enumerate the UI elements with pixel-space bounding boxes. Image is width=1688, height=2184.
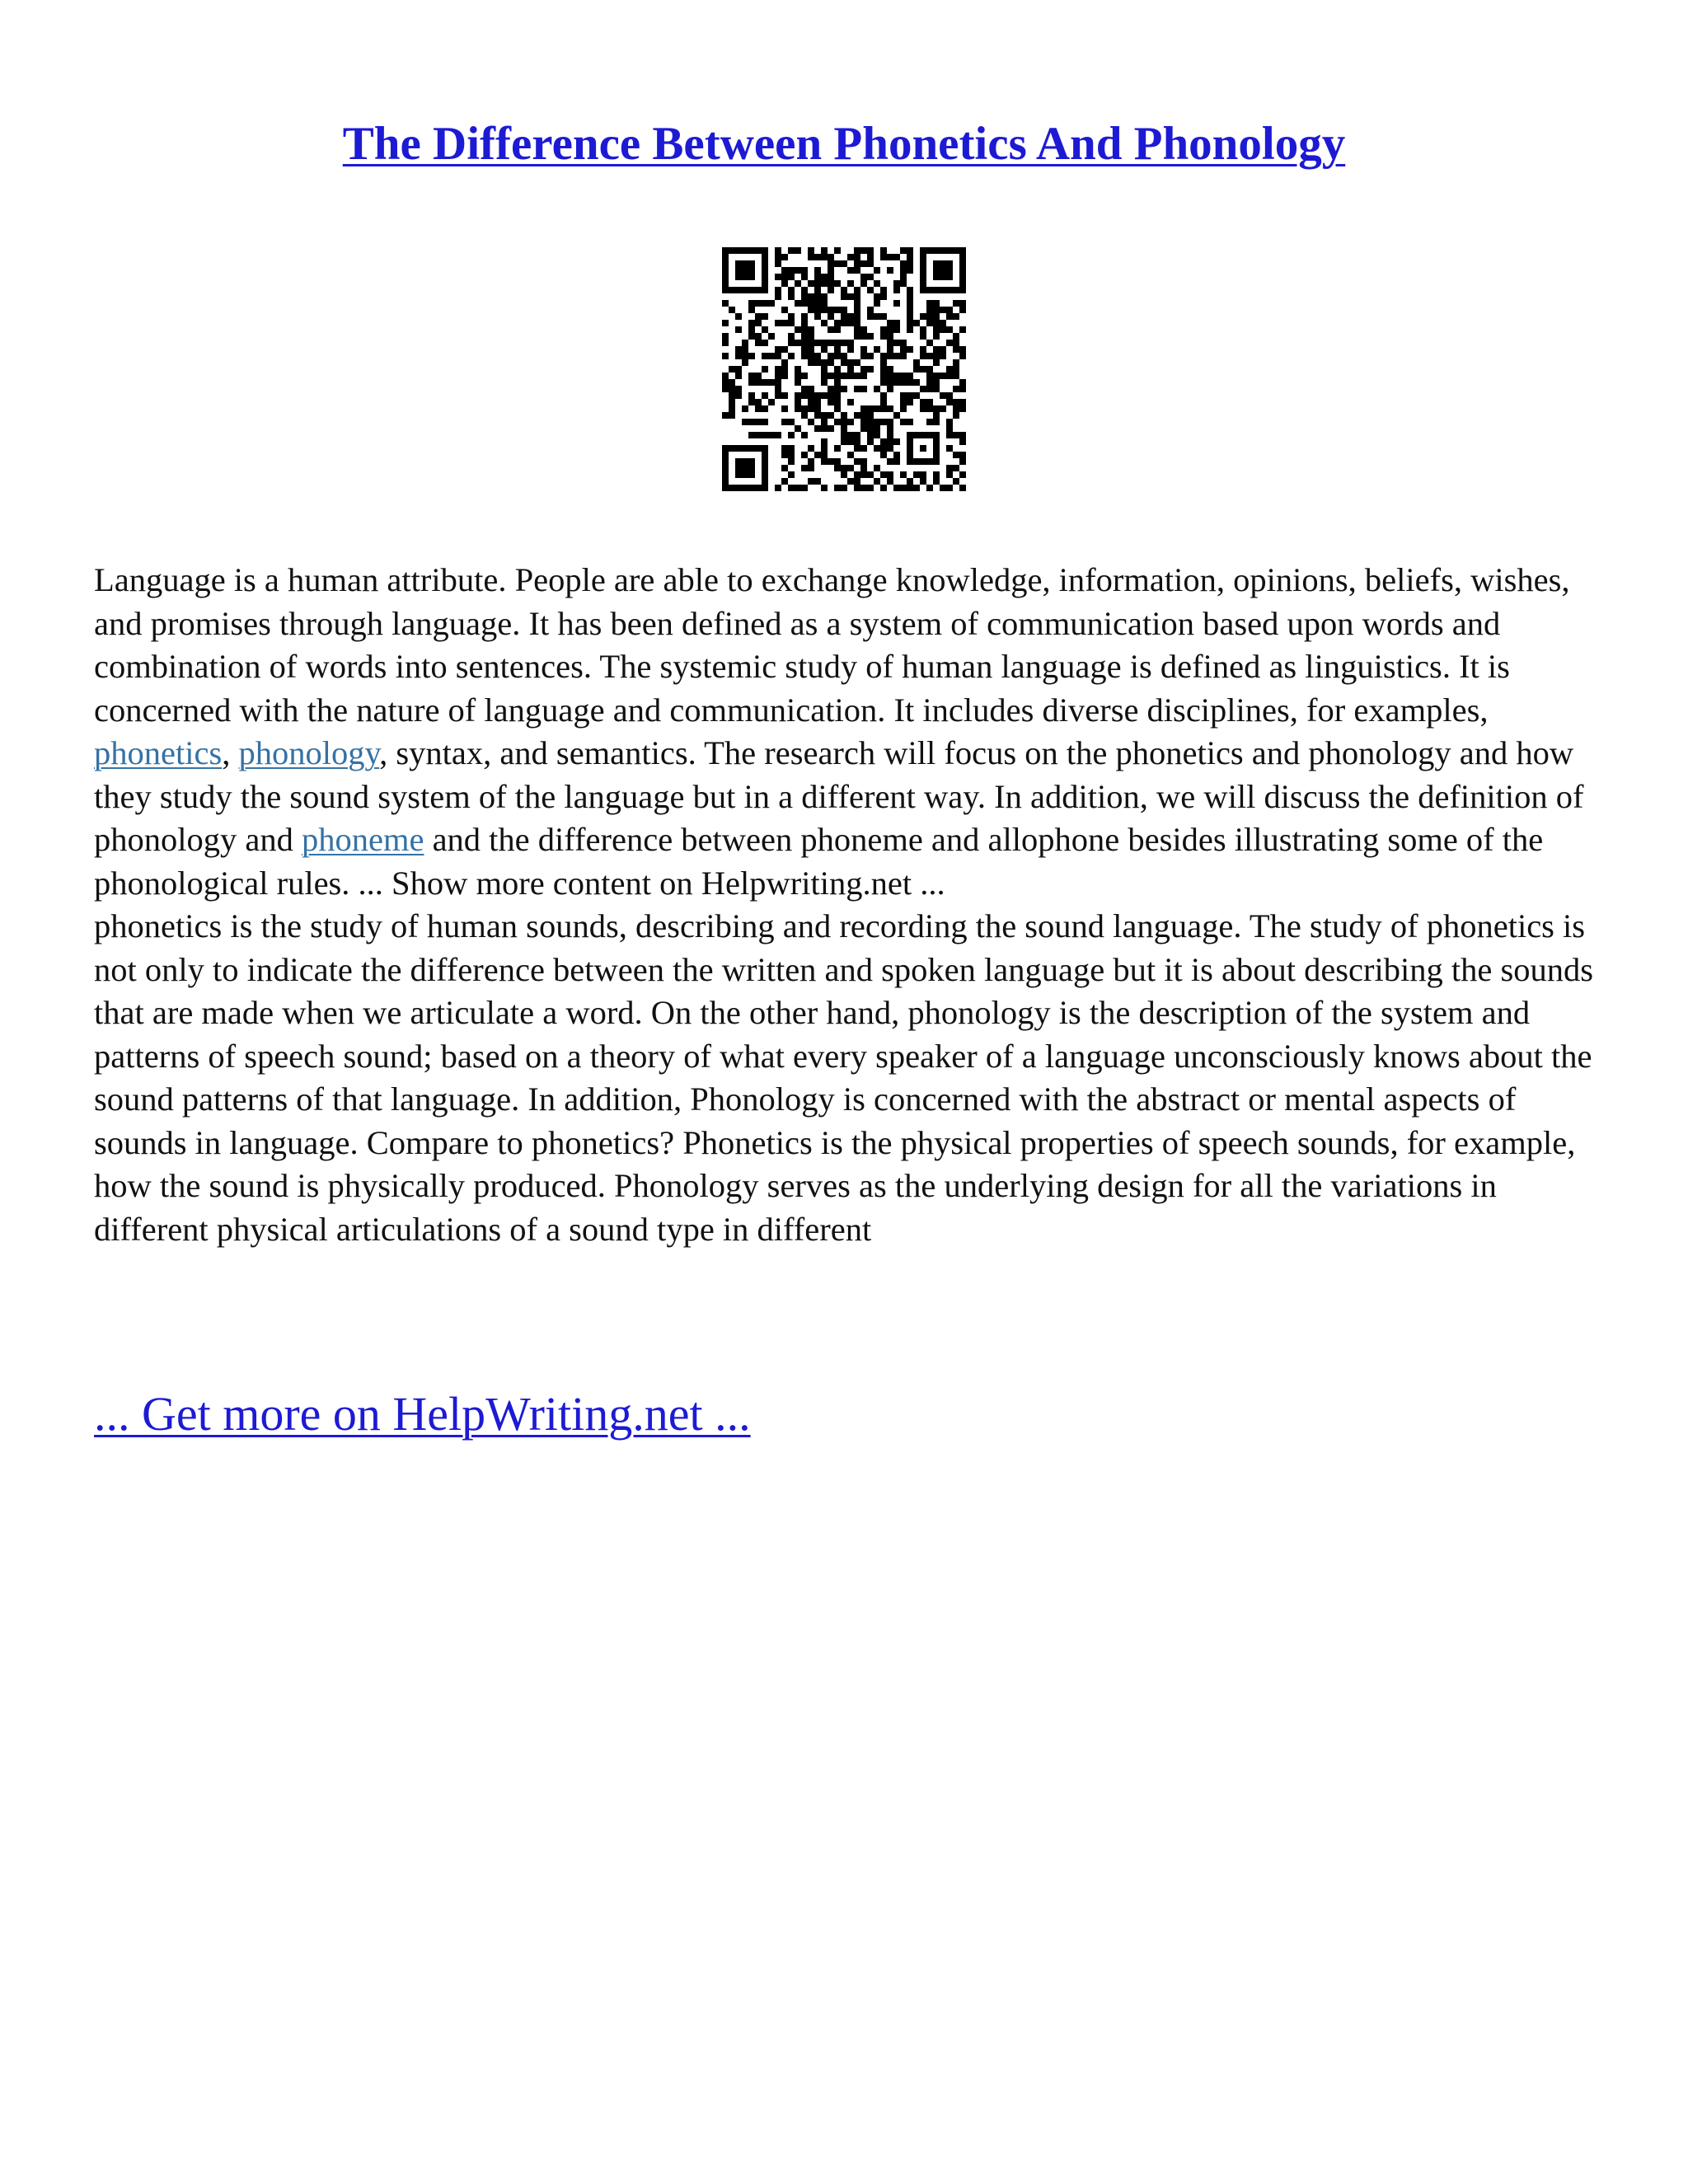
link-phoneme[interactable]: phoneme <box>301 821 424 858</box>
paragraph-intro-text-b: , syntax, and semantics. The research will focus on the phonetics and phonology and how they study the sound system of the language but in a different way. In addition, we will discuss the definition of phonology and <box>94 734 1584 858</box>
paragraph-intro-separator: , <box>222 734 239 771</box>
paragraph-intro-text-c: and the difference between phoneme and allophone besides illustrating some of the phonological rules. ... Show more content on Helpwriting.net ... <box>94 821 1544 902</box>
paragraph-intro <box>94 559 1602 905</box>
link-phonetics[interactable]: phonetics <box>94 734 223 771</box>
link-phonology[interactable]: phonology <box>238 734 380 771</box>
qr-code-icon <box>722 247 966 491</box>
paragraph-phonetics: phonetics is the study of human sounds, describing and recording the sound language. The study of phonetics is not only to indicate the difference between the written and spoken language but it is about describing the sounds that are made when we articulate a word. On the other hand, phonology is the description of the system and patterns of speech sound; based on a theory of what every speaker of a language unconsciously knows about the sound patterns of that language. In addition, Phonology is concerned with the abstract or mental aspects of sounds in language. Compare to phonetics? Phonetics is the physical properties of speech sounds, for example, how the sound is physically produced. Phonology serves as the underlying design for all the variations in different physical articulations of a sound type in different <box>94 907 1594 1248</box>
get-more-link[interactable]: ... Get more on HelpWriting.net ... <box>94 1387 751 1441</box>
paragraph-intro-text-a: Language is a human attribute. People are able to exchange knowledge, information, opinions, beliefs, wishes, and promises through language. It has been defined as a system of communication based upon words and combination of words into sentences. The systemic study of human language is defined as linguistics. It is concerned with the nature of language and communication. It includes diverse disciplines, for examples, <box>94 561 1570 729</box>
article-body <box>94 559 1602 1251</box>
page-title <box>0 115 1688 173</box>
title-link[interactable]: The Difference Between Phonetics And Phonology <box>342 118 1346 170</box>
